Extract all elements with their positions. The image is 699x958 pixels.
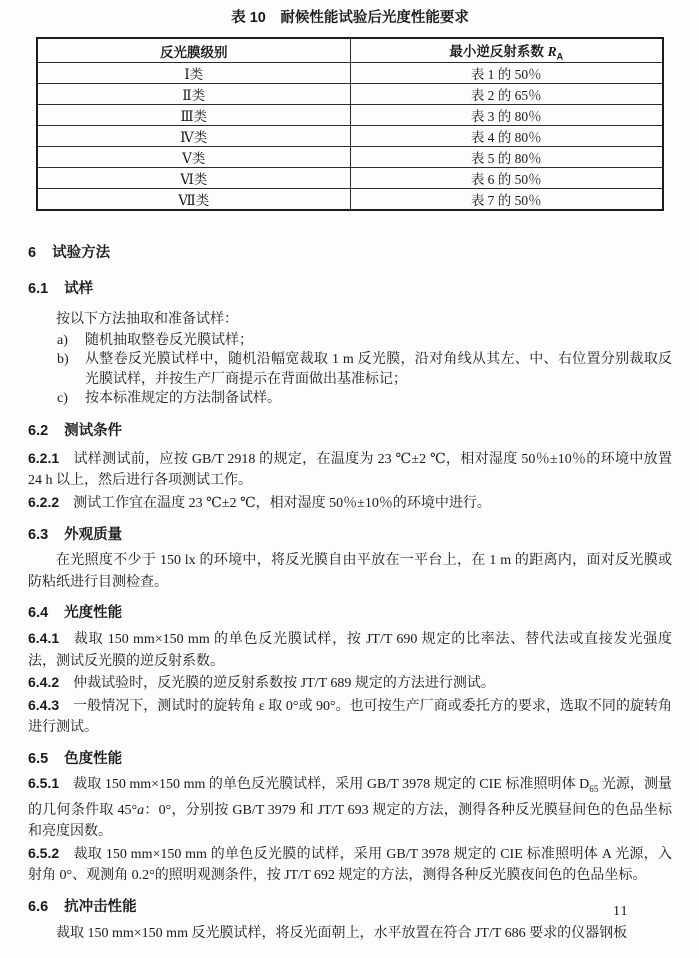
clause-text: 光源，测量的几何条件取 45° xyxy=(28,776,672,818)
paragraph-6-3: 在光照度不少于 150 lx 的环境中，将反光膜自由平放在一平台上，在 1 m 的距离内，面对反光膜或防粘纸进行目测检查。 xyxy=(28,553,672,590)
section-title: 外观质量 xyxy=(64,527,123,543)
clause-6-4-3 xyxy=(28,695,672,739)
clause-number: 6.4.2 xyxy=(28,674,60,690)
list-marker: a) xyxy=(57,332,68,348)
list-item-text: 按本标准规定的方法制备试样。 xyxy=(85,391,281,406)
requirement-cell: 表 1 的 50％ xyxy=(350,63,663,84)
symbol-a: a xyxy=(137,802,145,818)
requirement-cell: 表 5 的 80％ xyxy=(350,147,663,168)
grade-cell: Ⅱ类 xyxy=(37,84,350,105)
section-title: 测试条件 xyxy=(64,422,123,439)
clause-text: 裁取 150 mm×150 mm 的单色反光膜的试样，采用 GB/T 3978 规定的 CIE 标准照明体 A 光源，入射角 0°、观测角 0.2°的照明观测条件，按 JT/T 692 规定的方法，测得各种反光膜夜间色的色品坐标。 xyxy=(28,846,672,884)
grade-cell: Ⅰ类 xyxy=(37,63,350,84)
section-number: 6.3 xyxy=(28,527,49,543)
page-number: 11 xyxy=(613,904,629,919)
sample-method-list xyxy=(28,331,672,409)
list-item-text: 随机抽取整卷反光膜试样； xyxy=(85,332,253,348)
table-row xyxy=(37,84,663,105)
paragraph-6-6: 裁取 150 mm×150 mm 反光膜试样，将反光面朝上，水平放置在符合 JT/T 686 要求的仪器钢板 xyxy=(56,925,628,941)
requirement-cell: 表 2 的 65％ xyxy=(350,84,663,105)
symbol-R: R xyxy=(547,43,557,59)
illuminant-d65-subscript: 65 xyxy=(589,783,599,794)
section-heading-6-1 xyxy=(28,279,672,299)
table-caption: 表 10 耐候性能试验后光度性能要求 xyxy=(231,10,469,26)
list-marker: b) xyxy=(57,352,69,367)
list-item xyxy=(28,331,672,351)
grade-cell: Ⅲ类 xyxy=(37,105,350,126)
clause-text: 测试工作宜在温度 23 ℃±2 ℃，相对湿度 50％±10％的环境中进行。 xyxy=(73,495,491,511)
clause-text: 试样测试前，应按 GB/T 2918 的规定，在温度为 23 ℃±2 ℃，相对湿度 50％±10％的环境中放置 24 h 以上，然后进行各项测试工作。 xyxy=(28,451,672,488)
list-marker: c) xyxy=(57,391,68,406)
grade-cell: Ⅴ类 xyxy=(37,147,350,168)
clause-number: 6.4.3 xyxy=(28,696,60,713)
section-heading-6 xyxy=(28,243,672,263)
section-number: 6.6 xyxy=(28,898,49,915)
section-title: 抗冲击性能 xyxy=(64,898,137,915)
requirement-cell: 表 7 的 50％ xyxy=(350,189,663,211)
clause-6-2-1 xyxy=(28,448,672,492)
grade-cell: Ⅵ类 xyxy=(37,168,350,189)
clause-6-5-2 xyxy=(28,843,672,887)
table-header-row xyxy=(37,38,663,63)
requirement-cell: 表 6 的 50％ xyxy=(350,168,663,189)
table-row xyxy=(37,126,663,147)
section-heading-6-5 xyxy=(28,749,672,769)
clause-text: 裁取 150 mm×150 mm 的单色反光膜试样，按 JT/T 690 规定的比率法、替代法或直接发光强度法，测试反光膜的逆反射系数。 xyxy=(28,632,672,669)
section-heading-6-6 xyxy=(28,897,672,917)
requirement-cell: 表 4 的 80％ xyxy=(350,126,663,147)
list-item xyxy=(28,350,672,389)
requirements-table xyxy=(36,37,664,211)
clause-6-5-1 xyxy=(28,773,672,843)
clause-text: 裁取 150 mm×150 mm 的单色反光膜试样，采用 GB/T 3978 规定的 CIE 标准照明体 D xyxy=(73,776,590,792)
section-heading-6-4 xyxy=(28,603,672,623)
list-item xyxy=(28,389,672,409)
grade-cell: Ⅶ类 xyxy=(37,189,350,211)
section-number: 6.2 xyxy=(28,422,49,439)
table-row xyxy=(37,147,663,168)
clause-6-4-2 xyxy=(28,672,672,695)
section-number: 6.4 xyxy=(28,605,49,621)
clause-6-2-2 xyxy=(28,492,672,515)
clause-text: 仲裁试验时，反光膜的逆反射系数按 JT/T 689 规定的方法进行测试。 xyxy=(73,676,495,691)
clause-text: ：0°，分别按 GB/T 3979 和 JT/T 693 规定的方法，测得各种反光膜昼间色的色品坐标和亮度因数。 xyxy=(28,802,672,840)
section-title: 色度性能 xyxy=(64,750,123,767)
section-number: 6 xyxy=(28,245,37,261)
section-title: 试样 xyxy=(64,281,94,297)
paragraph-6-1-intro: 按以下方法抽取和准备试样： xyxy=(56,312,238,327)
table-row xyxy=(37,63,663,84)
clause-number: 6.2.1 xyxy=(28,449,60,466)
section-heading-6-2 xyxy=(28,421,672,441)
clause-6-4-1 xyxy=(28,628,672,672)
clause-number: 6.5.1 xyxy=(28,774,60,791)
section-title: 试验方法 xyxy=(52,245,111,261)
section-number: 6.1 xyxy=(28,281,49,297)
table-row xyxy=(37,168,663,189)
requirement-cell: 表 3 的 80％ xyxy=(350,105,663,126)
clause-text: 一般情况下，测试时的旋转角 ε 取 0°或 90°。也可按生产厂商或委托方的要求，选取不同的旋转角进行测试。 xyxy=(28,698,672,735)
column-header-coefficient-text: 最小逆反射系数 xyxy=(449,43,548,59)
grade-cell: Ⅳ类 xyxy=(37,126,350,147)
column-header-grade: 反光膜级别 xyxy=(37,38,350,63)
list-item-text: 从整卷反光膜试样中，随机沿幅宽裁取 1 m 反光膜，沿对角线从其左、中、右位置分别裁取反光膜试样，并按生产厂商提示在背面做出基准标记； xyxy=(85,352,672,387)
clause-number: 6.5.2 xyxy=(28,844,60,861)
clause-number: 6.2.2 xyxy=(28,493,60,510)
table-row xyxy=(37,105,663,126)
section-title: 光度性能 xyxy=(64,605,123,621)
clause-number: 6.4.1 xyxy=(28,630,60,646)
section-heading-6-3 xyxy=(28,525,672,545)
column-header-coefficient xyxy=(350,38,663,63)
table-row xyxy=(37,189,663,211)
section-number: 6.5 xyxy=(28,750,49,767)
symbol-R-subscript: A xyxy=(556,51,564,62)
